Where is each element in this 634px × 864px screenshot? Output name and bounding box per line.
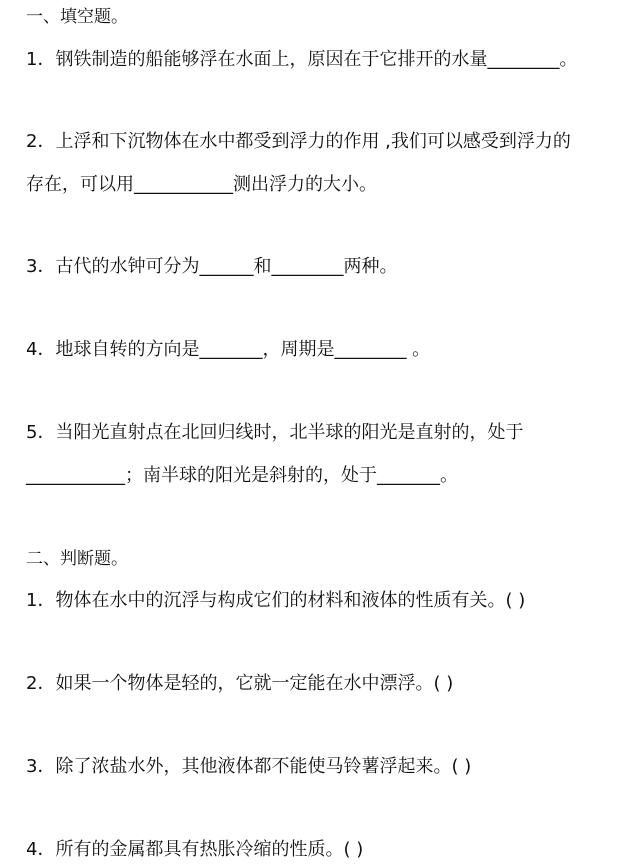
- fill-question-2-line-2: 存在，可以用___________测出浮力的大小。: [26, 174, 377, 195]
- judge-question-1: 1．物体在水中的沉浮与构成它们的材料和液体的性质有关。( ): [26, 590, 526, 611]
- section-title-fill-in: 一、填空题。: [26, 7, 128, 27]
- fill-question-5-line-1: 5．当阳光直射点在北回归线时，北半球的阳光是直射的，处于: [26, 422, 524, 443]
- fill-question-2-line-1: 2．上浮和下沉物体在水中都受到浮力的作用 ,我们可以感受到浮力的: [26, 131, 571, 152]
- judge-question-2: 2．如果一个物体是轻的，它就一定能在水中漂浮。( ): [26, 673, 454, 694]
- fill-question-4: 4．地球自转的方向是_______，周期是________ 。: [26, 339, 431, 360]
- judge-question-3: 3．除了浓盐水外，其他液体都不能使马铃薯浮起来。( ): [26, 756, 472, 777]
- judge-question-4: 4．所有的金属都具有热胀冷缩的性质。( ): [26, 839, 364, 860]
- fill-question-3: 3．古代的水钟可分为______和________两种。: [26, 256, 398, 277]
- fill-question-5-line-2: ___________；南半球的阳光是斜射的，处于_______。: [26, 465, 458, 486]
- fill-question-1: 1．钢铁制造的船能够浮在水面上，原因在于它排开的水量________。: [26, 49, 578, 70]
- section-title-true-false: 二、判断题。: [26, 549, 128, 569]
